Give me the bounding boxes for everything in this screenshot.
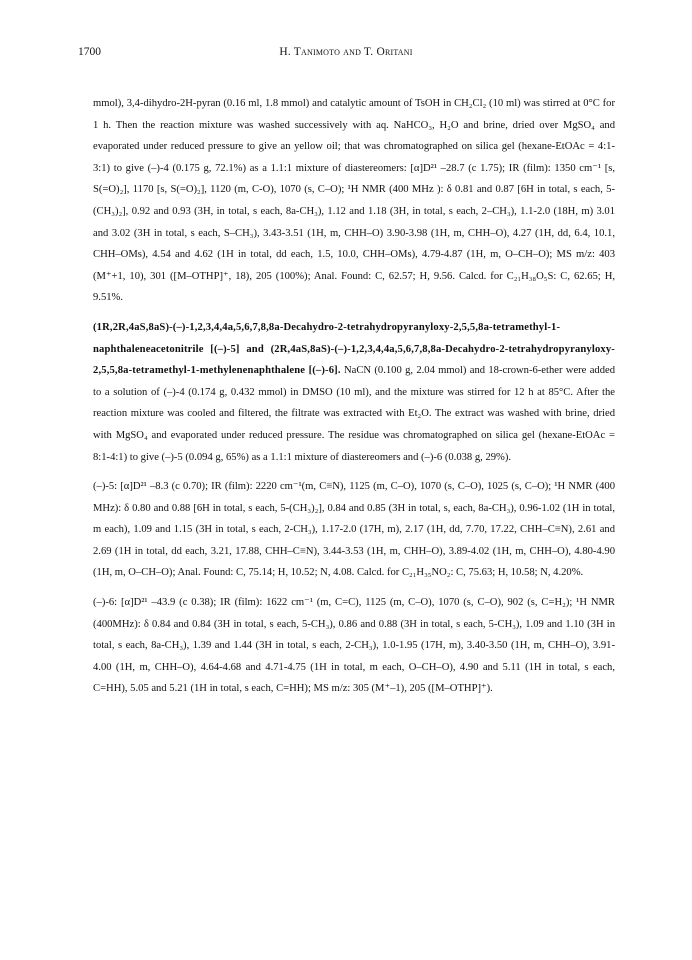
page-header bbox=[78, 46, 614, 62]
paragraph-compound-5-data: (–)-5: [α]D²¹ –8.3 (c 0.70); IR (film): 2220 cm⁻¹(m, C≡N), 1125 (m, C–O), 1070 (s, C–O), 1025 (s, C–O); ¹H NMR (400 MHz): δ 0.80 and 0.88 [6H in total, s each, 5-(CH₃)₂], 0.84 and 0.85 (3H in total, s, each, 8a-CH₃), 0.96-1.02 (1H in total, m each), 1.09 and 1.15 (3H in total, s each, 2-CH₃), 1.17-2.0 (17H, m), 2.17 (1H, dd, 7.70, 17.22, CHH–C≡N), 2.61 and 2.69 (1H in total, dd each, 3.21, 17.88, CHH–C≡N), 3.44-3.53 (1H, m, CHH–O), 3.89-4.02 (1H, m, CHH–O), 4.80-4.90 (1H, m, O–CH–O); Anal. Found: C, 75.14; H, 10.52; N, 4.08. Calcd. for C₂₁H₃₅NO₂: C, 75.63; H, 10.58; N, 4.20%. bbox=[93, 481, 615, 579]
paragraph-compound-6-data: (–)-6: [α]D²¹ –43.9 (c 0.38); IR (film): 1622 cm⁻¹ (m, C=C), 1125 (m, C–O), 1070 (s, C–O), 902 (s, C=H₂); ¹H NMR (400MHz): δ 0.84 and 0.84 (3H in total, s each, 5-CH₃), 0.86 and 0.88 (3H in total, s each, 5-CH₃), 1.09 and 1.10 (3H in total, s each, 8a-CH₃), 1.39 and 1.44 (3H in total, s each, 2-CH₃), 1.0-1.95 (17H, m), 3.40-3.50 (1H, m, CHH–O), 3.91- 4.00 (1H, m, CHH–O), 4.64-4.68 and 4.71-4.75 (1H in total, m each, O–CH–O), 4.90 and 5.11 (1H in total, s each, C=HH), 5.05 and 5.21 (1H in total, s each, C=HH); MS m/z: 305 (M⁺–1), 205 ([M–OTHP]⁺). bbox=[93, 597, 615, 695]
paragraph-nitrile-synthesis bbox=[93, 317, 615, 468]
article-body bbox=[93, 93, 615, 708]
section-heading: (1R,2R,4aS,8aS)-(–)-1,2,3,4,4a,5,6,7,8,8a-Decahydro-2-tetrahydropyranyloxy-2,5,5,8a-tetramethyl-1-naphthaleneacetonitrile [(–)-5] and (2R,4aS,8aS)-(–)-1,2,3,4,4a,5,6,7,8,8a-Decahydro-2-tetrahydropyranyloxy-2,5,5,8a-tetramethyl-1-methylenenaphthalene [(–)-6]. bbox=[93, 321, 615, 377]
running-head: H. Tanimoto and T. Oritani bbox=[279, 46, 413, 58]
paragraph-text: NaCN (0.100 g, 2.04 mmol) and 18-crown-6-ether were added to a solution of (–)-4 (0.174 g, 0.432 mmol) in DMSO (10 ml), and the mixture was stirred for 12 h at 85°C. After the reaction mixture was cooled and filtered, the filtrate was extracted with Et₂O. The extract was washed with brine, dried with MgSO₄ and evaporated under reduced pressure. The residue was chromatographed on silica gel (hexane-EtOAc = 8:1-4:1) to give (–)-5 (0.094 g, 65%) as a 1.1:1 mixture of diastereomers and (–)-6 (0.038 g, 29%). bbox=[93, 365, 615, 463]
page-number: 1700 bbox=[78, 46, 101, 58]
paragraph-mesylate-thp-ether: mmol), 3,4-dihydro-2H-pyran (0.16 ml, 1.8 mmol) and catalytic amount of TsOH in CH₂Cl₂ (10 ml) was stirred at 0°C for 1 h. Then the reaction mixture was washed successively with aq. NaHCO₃, H₂O and brine, dried over MgSO₄ and evaporated under reduced pressure to give an yellow oil; that was chromatographed on silica gel (hexane-EtOAc = 4:1-3:1) to give (–)-4 (0.175 g, 72.1%) as a 1.1:1 mixture of diastereomers: [α]D²¹ –28.7 (c 1.75); IR (film): 1350 cm⁻¹ [s, S(=O)₂], 1170 [s, S(=O)₂], 1120 (m, C-O), 1070 (s, C–O); ¹H NMR (400 MHz ): δ 0.81 and 0.87 [6H in total, s each, 5-(CH₃)₂], 0.92 and 0.93 (3H, in total, s each, 8a-CH₃), 1.12 and 1.18 (3H, in total, s each, 2–CH₃), 1.1-2.0 (18H, m) 3.01 and 3.02 (3H in total, s each, S–CH₃), 3.43-3.51 (1H, m, CHH–O) 3.90-3.98 (1H, m, CHH–O), 4.27 (1H, dd, 6.4, 10.1, CHH–OMs), 4.54 and 4.62 (1H in total, dd each, 1.5, 10.0, CHH–OMs), 4.79-4.87 (1H, m, O–CH–O); MS m/z: 403 (M⁺+1, 10), 301 ([M–OTHP]⁺, 18), 205 (100%); Anal. Found: C, 62.57; H, 9.56. Calcd. for C₂₁H₃₈O₅S: C, 62.65; H, 9.51%. bbox=[93, 98, 615, 304]
